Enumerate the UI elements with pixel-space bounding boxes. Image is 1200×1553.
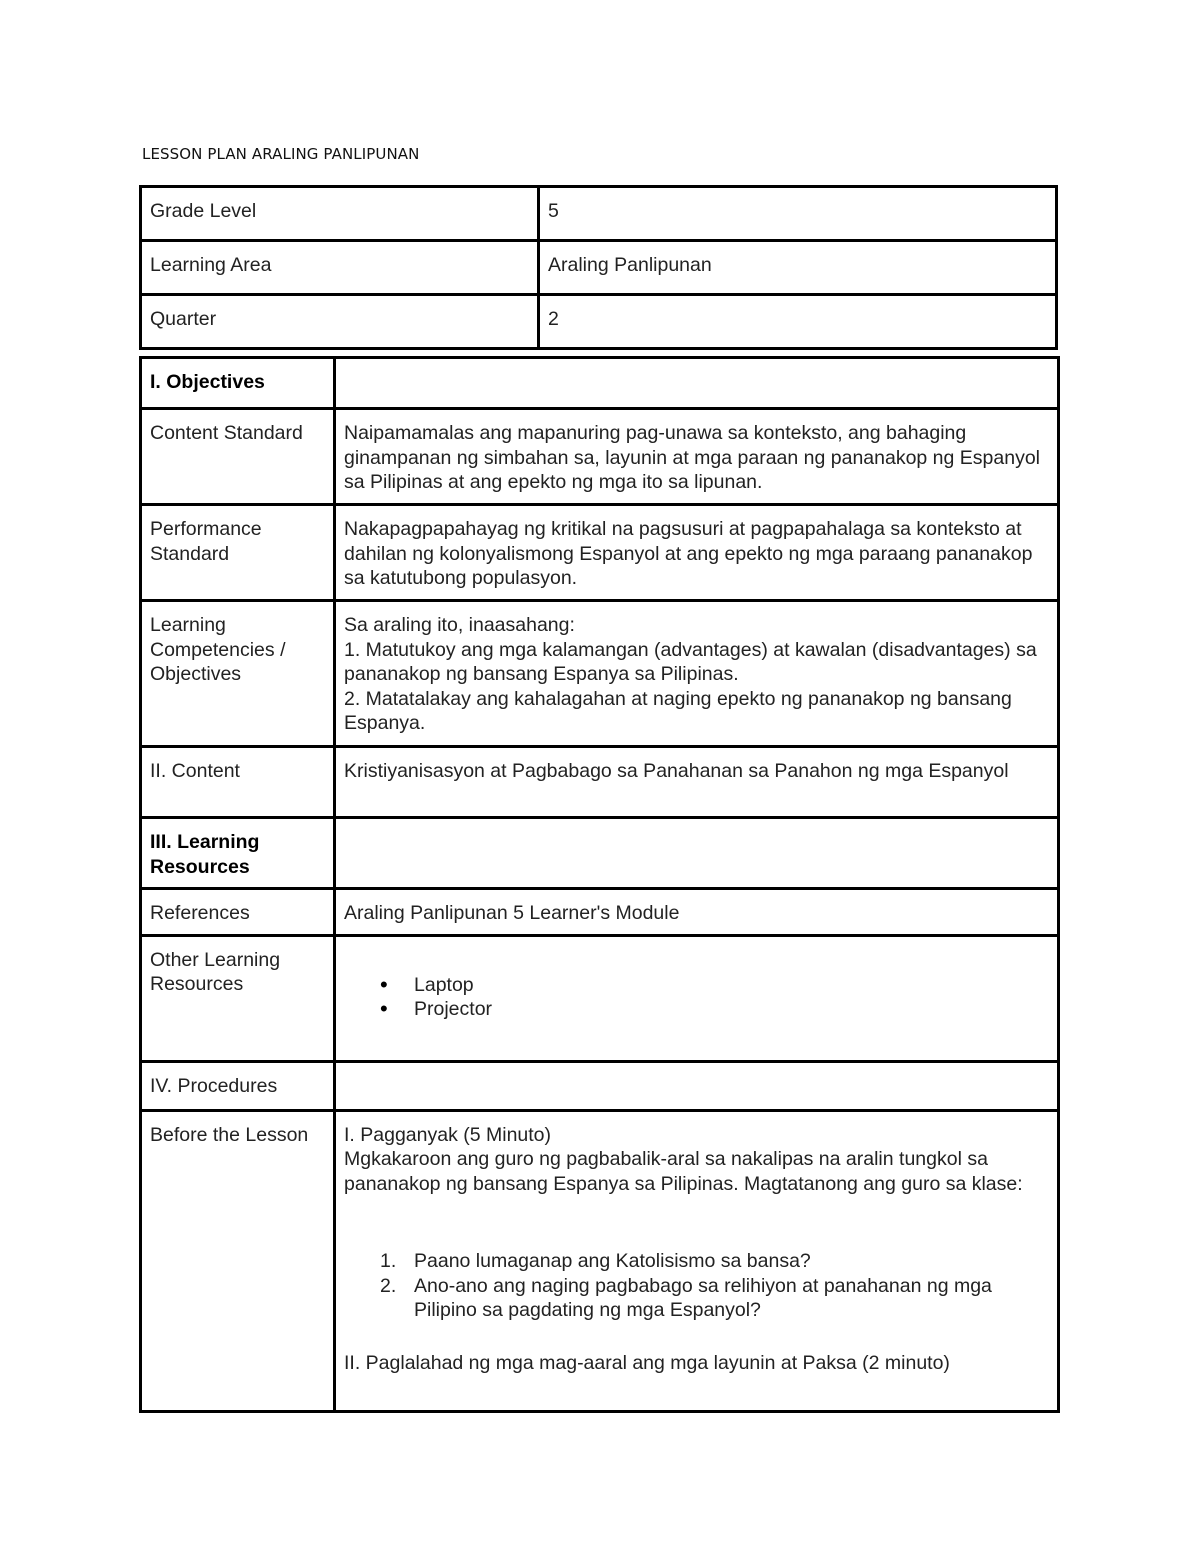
question-text: Paano lumaganap ang Katolisismo sa bansa? bbox=[414, 1250, 811, 1272]
lesson-info-table bbox=[139, 185, 1058, 350]
empty-cell bbox=[335, 1061, 1059, 1110]
table-row bbox=[141, 358, 1059, 409]
table-row bbox=[141, 818, 1059, 889]
table-row bbox=[141, 935, 1059, 1061]
before-lesson-label: Before the Lesson bbox=[141, 1110, 335, 1411]
competencies-value bbox=[335, 601, 1059, 747]
list-item bbox=[344, 1249, 1049, 1274]
competencies-intro: Sa araling ito, inaasahang: bbox=[344, 614, 575, 636]
learning-area-value: Araling Panlipunan bbox=[539, 241, 1057, 295]
competency-item-1: 1. Matutukoy ang mga kalamangan (advantages) at kawalan (disadvantages) sa pananakop ng bansang Espanya sa Pilipinas. bbox=[344, 638, 1037, 685]
table-row bbox=[141, 409, 1059, 505]
table-row bbox=[141, 1061, 1059, 1110]
table-row bbox=[141, 241, 1057, 295]
table-row bbox=[141, 505, 1059, 601]
other-resources-label: Other Learning Resources bbox=[141, 935, 335, 1061]
grade-level-value: 5 bbox=[539, 187, 1057, 241]
question-text: Ano-ano ang naging pagbabago sa relihiyon at panahanan ng mga Pilipino sa pagdating ng mga Espanyol? bbox=[414, 1274, 992, 1321]
lesson-plan-table bbox=[139, 356, 1060, 1413]
content-standard-label: Content Standard bbox=[141, 409, 335, 505]
content-value: Kristiyanisasyon at Pagbabago sa Panahanan sa Panahon ng mga Espanyol bbox=[335, 747, 1059, 818]
table-row bbox=[141, 889, 1059, 936]
performance-standard-label: Performance Standard bbox=[141, 505, 335, 601]
table-row bbox=[141, 601, 1059, 747]
content-standard-value: Naipamamalas ang mapanuring pag-unawa sa konteksto, ang bahaging ginampanan ng simbahan sa, layunin at mga paraan ng pananakop ng Espanyol sa Pilipinas at ang epekto ng mga ito sa lipunan. bbox=[335, 409, 1059, 505]
document-title: LESSON PLAN ARALING PANLIPUNAN bbox=[142, 145, 420, 163]
step1-text: Mgkakaroon ang guro ng pagbabalik-aral sa nakalipas na aralin tungkol sa pananakop ng bansang Espanya sa Pilipinas. Magtatanong ang guro sa klase: bbox=[344, 1148, 1023, 1195]
table-row bbox=[141, 295, 1057, 349]
performance-standard-value: Nakapagpapahayag ng kritikal na pagsusuri at pagpapahalaga sa konteksto at dahilan ng kolonyalismong Espanyol at ang epekto ng mga paraang pananakop sa katutubong populasyon. bbox=[335, 505, 1059, 601]
step1-title: I. Pagganyak (5 Minuto) bbox=[344, 1123, 552, 1146]
table-row bbox=[141, 187, 1057, 241]
step2-title: II. Paglalahad ng mga mag-aaral ang mga layunin at Paksa (2 minuto) bbox=[344, 1351, 950, 1374]
competencies-label: Learning Competencies / Objectives bbox=[141, 601, 335, 747]
references-label: References bbox=[141, 889, 335, 936]
quarter-label: Quarter bbox=[141, 295, 539, 349]
grade-level-label: Grade Level bbox=[141, 187, 539, 241]
resources-heading: III. Learning Resources bbox=[141, 818, 335, 889]
empty-cell bbox=[335, 818, 1059, 889]
table-row bbox=[141, 747, 1059, 818]
question-number: 1. bbox=[380, 1250, 397, 1272]
content-label: II. Content bbox=[141, 747, 335, 818]
competency-item-2: 2. Matatalakay ang kahalagahan at naging epekto ng pananakop ng bansang Espanya. bbox=[344, 687, 1012, 734]
procedures-heading: IV. Procedures bbox=[141, 1061, 335, 1110]
references-value: Araling Panlipunan 5 Learner's Module bbox=[335, 889, 1059, 936]
quarter-value: 2 bbox=[539, 295, 1057, 349]
learning-area-label: Learning Area bbox=[141, 241, 539, 295]
resources-list bbox=[344, 973, 1049, 1022]
question-number: 2. bbox=[380, 1274, 397, 1297]
list-item: • Laptop bbox=[344, 973, 1049, 998]
other-resources-value bbox=[335, 935, 1059, 1061]
question-list bbox=[344, 1249, 1049, 1323]
objectives-heading: I. Objectives bbox=[141, 358, 335, 409]
before-lesson-value bbox=[335, 1110, 1059, 1411]
list-item bbox=[344, 1274, 1049, 1323]
list-item: • Projector bbox=[344, 997, 1049, 1022]
table-row bbox=[141, 1110, 1059, 1411]
empty-cell bbox=[335, 358, 1059, 409]
